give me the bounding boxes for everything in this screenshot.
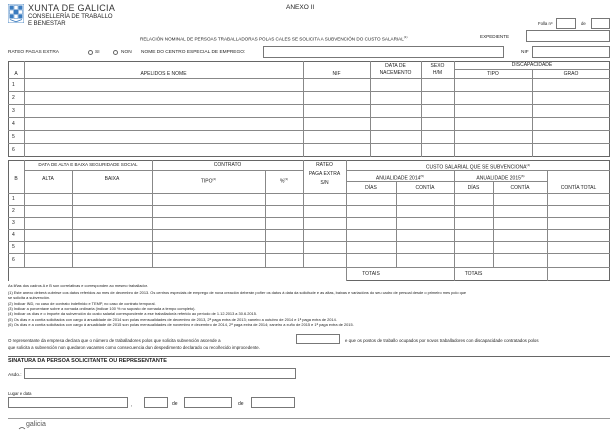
- table-b-row-4: 4: [12, 232, 15, 238]
- table-b-col-2014: [346, 173, 454, 182]
- table-a-row-5: 5: [12, 134, 15, 140]
- table-b-col-contia-total: CONTÍA TOTAL: [560, 185, 597, 191]
- form-title-note: (1): [403, 35, 408, 39]
- dept-line-2: E BENESTAR: [28, 21, 66, 27]
- table-b-col-dates: DATA DE ALTA E BAIXA SEGURIDADE SOCIAL: [38, 162, 138, 167]
- table-b-col-rateo-1: RATEO: [316, 162, 333, 168]
- note-6: (6) Os días e a contía solicitados con cargo á anualidade de 2015 son polas mensualidades de novembro e decembro de 2014, 2ª paga extra de 2014; xaneiro a xuño de 2015 e 1ª paga extra de 2015.: [8, 323, 354, 327]
- note-5: (5) Os días e a contía solicitados con cargo á anualidade de 2014 son polas mensualidades de decembro de 2013, 2ª paga extra de 2013; xaneiro a outubro de 2014 e 1ª paga extra de 2014.: [8, 318, 337, 322]
- table-b-col-tipo-note: (2): [212, 177, 217, 181]
- dept-line-1: CONSELLERÍA DE TRABALLO: [28, 14, 113, 20]
- table-b-col-baixa: BAIXA: [104, 176, 120, 182]
- table-b-col-custo-note: (4): [526, 163, 531, 167]
- table-b-col-tipo-text: TIPO: [200, 178, 213, 185]
- table-a-col-nif: NIF: [332, 71, 341, 77]
- table-b-col-rateo-2: PAGA EXTRA: [308, 171, 341, 177]
- form-title-text: RELACIÓN NOMINAL DE PERSOAS TRABALLADORAS POLAS CALES SE SOLICITA A SUBVENCIÓN DO CUSTO SALARIAL: [140, 36, 404, 42]
- table-b-col-pct-text: %: [279, 178, 285, 185]
- centro-label: NOME DO CENTRO ESPECIAL DE EMPREGO:: [141, 50, 246, 55]
- table-a-row-3: 3: [12, 108, 15, 114]
- centro-nif-label: NIF: [521, 50, 529, 55]
- day-field[interactable]: [144, 397, 168, 408]
- table-b-row-6: 6: [12, 257, 15, 263]
- table-b-col-contia-2014: CONTÍA: [415, 185, 435, 191]
- table-b-row-5: 5: [12, 244, 15, 250]
- table-b-col-2014-text: ANUALIDADE 2014: [375, 175, 421, 182]
- table-a-col-name: APELIDOS E NOME: [140, 71, 187, 77]
- table-a-col-disab: DISCAPACIDADE: [511, 62, 553, 68]
- table-a-row-2: 2: [12, 95, 15, 101]
- table-b-col-pct-note: (3): [284, 177, 289, 181]
- galicia-logo-icon: [18, 420, 26, 430]
- table-b-col-rateo-3: S/N: [320, 180, 329, 186]
- table-b-col-2014-note: (5): [420, 174, 425, 178]
- table-b-row-1: 1: [12, 196, 15, 202]
- note-2: (2) Indicar IND, no caso de contrato indefinido e TEMP, no caso de contrato temporal.: [8, 302, 156, 306]
- table-b-totais-2014: TOTAIS: [362, 271, 380, 277]
- footer-divider: [8, 418, 610, 419]
- signature-heading: SINATURA DA PERSOA SOLICITANTE OU REPRESENTANTE: [8, 358, 167, 364]
- table-a-col-sex-1: SEXO: [430, 63, 445, 69]
- table-a-col-sex-2: H/M: [432, 70, 443, 76]
- declaration-part-2: e que os postos de traballo ocupados por novos traballadores con discapacidade contratados polos: [345, 338, 539, 343]
- declaration-part-1: O representante da empresa declara que o número de traballadores polos que solicita subvención ascende a: [8, 338, 221, 343]
- org-name: XUNTA DE GALICIA: [28, 3, 116, 13]
- rateo-si-radio[interactable]: [88, 50, 93, 55]
- expediente-field[interactable]: [526, 30, 610, 42]
- table-b-letter: B: [14, 176, 18, 182]
- expediente-label: EXPEDIENTE: [480, 34, 510, 39]
- form-title: [140, 34, 407, 43]
- date-de-2: de: [238, 401, 244, 407]
- folla-number-field[interactable]: [556, 18, 576, 29]
- table-b-col-dias-2014: DÍAS: [365, 185, 377, 191]
- rateo-non-radio[interactable]: [113, 50, 118, 55]
- table-b-col-2015-note: (6): [520, 174, 525, 178]
- table-b-col-custo-text: CUSTO SALARIAL QUE SE SUBVENCIONA: [425, 164, 527, 171]
- galicia-logo-text: galicia: [26, 421, 46, 428]
- lugar-data-label: Lugar e data: [8, 391, 32, 396]
- asdo-label: Asdo.:: [8, 373, 22, 378]
- declaration-part-3: que solicita a subvención non quedaron vacantes como consecuencia dun despedimento declarado ou recoñecido improcedente.: [8, 345, 260, 350]
- table-b-col-contrato: CONTRATO: [213, 162, 242, 168]
- table-a-letter: A: [14, 71, 18, 77]
- table-a-row-6: 6: [12, 147, 15, 153]
- table-b-col-dias-2015: DÍAS: [467, 185, 480, 191]
- centro-nif-field[interactable]: [532, 46, 610, 58]
- table-b-row-3: 3: [12, 220, 15, 226]
- table-a-col-tipo: TIPO: [487, 71, 499, 77]
- note-3: (3) Indicar a porcentaxe sobre a xornada ordinaria (indicar 100 % no suposto de xornada a tempo completo).: [8, 307, 196, 311]
- table-b-col-contia-2015: CONTÍA: [510, 185, 530, 191]
- signature-section: [8, 356, 610, 418]
- table-a-col-birth-1: DATA DE: [385, 63, 406, 69]
- date-de-1: de: [172, 401, 178, 407]
- table-b-totais-2015: TOTAIS: [464, 271, 483, 277]
- annex-title: ANEXO II: [286, 4, 315, 11]
- year-field[interactable]: [251, 397, 295, 408]
- note-intro: As liñas dos cadros A e B son correlativas e corresponden ao mesmo traballador.: [8, 284, 148, 288]
- xunta-logo: [8, 4, 24, 23]
- table-a-col-grao: GRAO: [563, 71, 579, 77]
- folla-de-label: de: [581, 21, 586, 26]
- rateo-label: RATEO PAGAS EXTRA: [8, 50, 59, 55]
- note-1-cont: se solicita a subvención.: [8, 296, 51, 300]
- xunta-logo-icon: [8, 4, 24, 23]
- asdo-field[interactable]: [24, 368, 296, 379]
- declaration-count-field[interactable]: [296, 334, 340, 344]
- rateo-non-label: NON: [121, 50, 132, 55]
- table-a-row-4: 4: [12, 121, 15, 127]
- centro-name-field[interactable]: [263, 46, 504, 58]
- table-a-row-1: 1: [12, 82, 15, 88]
- note-4: (4) Indicar os días e o importe da subvención do custo salarial correspondente a ese traballador/a referido ao período de 1.12.2013 a 30.6.2015.: [8, 312, 257, 316]
- table-b-totals-blank: [9, 268, 346, 281]
- table-b-col-2015-text: ANUALIDADE 2015: [476, 175, 521, 182]
- lugar-field[interactable]: [8, 397, 128, 408]
- table-b-col-custo: [346, 162, 610, 171]
- table-b-col-tipo: [152, 176, 265, 185]
- rateo-si-label: SI: [95, 50, 100, 55]
- table-b-col-alta: ALTA: [42, 176, 54, 182]
- folla-label: Folla nº: [538, 21, 553, 26]
- table-b-col-2015: [454, 173, 547, 182]
- table-b-row-2: 2: [12, 208, 15, 214]
- table-a-col-birth-2: NACEMENTO: [379, 70, 412, 76]
- folla-total-field[interactable]: [591, 18, 610, 29]
- lugar-comma: ,: [131, 402, 133, 408]
- table-b-col-pct: [265, 176, 303, 185]
- note-1: (1) Este anexo deberá cubrirse cos datos referidos ao mes de decembro de 2013. Os centros especiais de emprego de nova creación deberán poñer os datos á data da solicitude e as altas, baixas e variacións do seu cadro de persoal desde o primeiro mes polo que: [8, 291, 467, 295]
- month-field[interactable]: [184, 397, 232, 408]
